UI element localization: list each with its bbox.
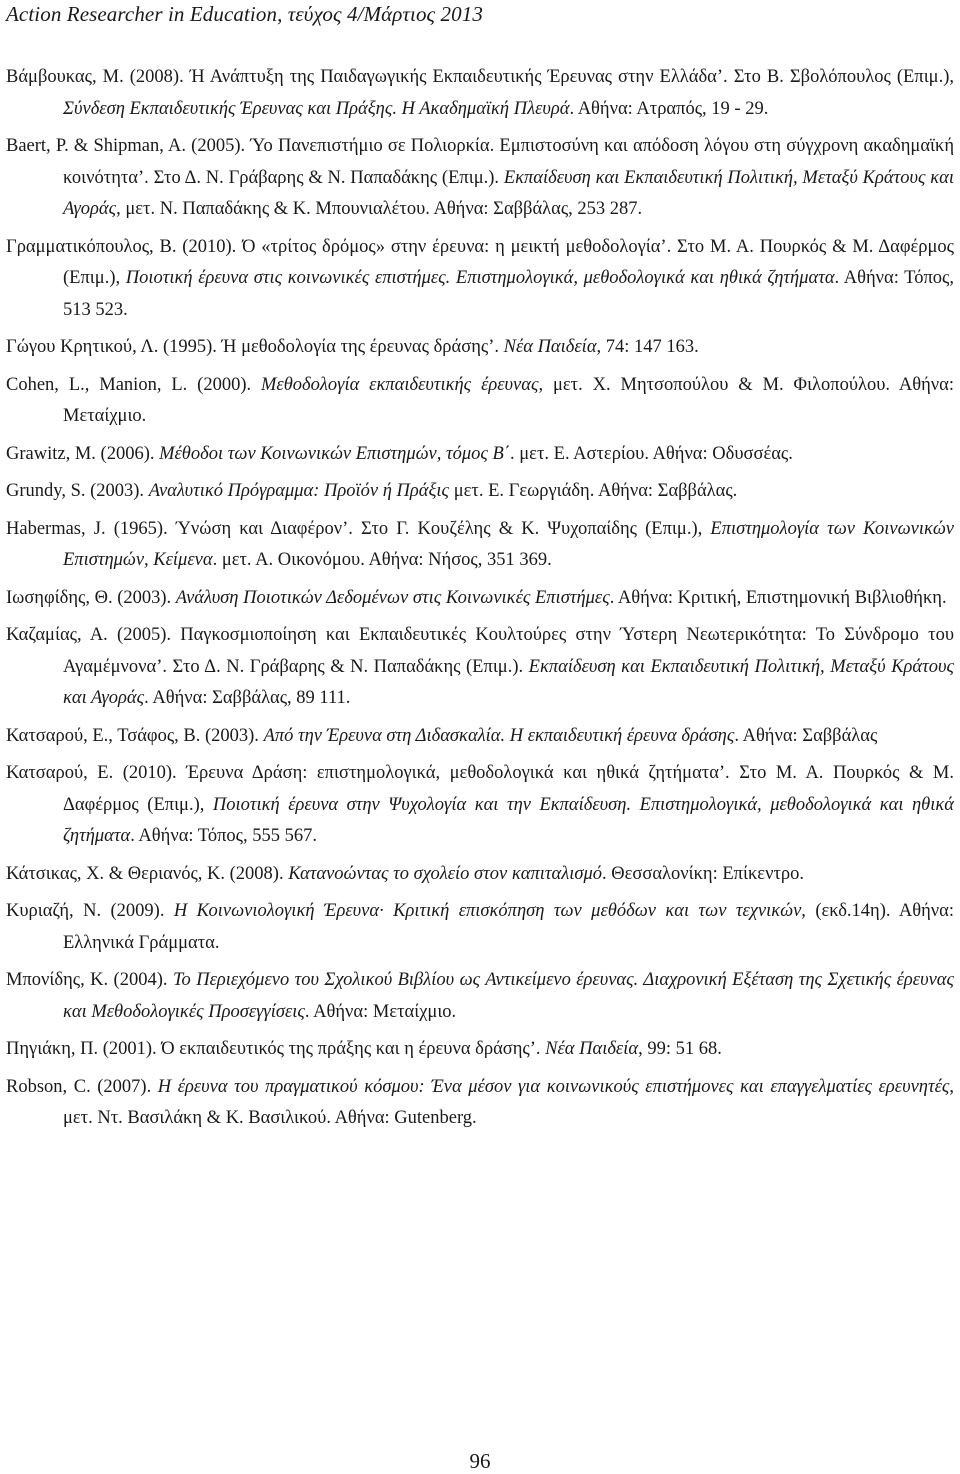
- reference-text: , 99: 51 68.: [638, 1039, 722, 1059]
- reference-title: Επιστημολογία των Κοινωνικών Επιστημών, Κείμενα: [63, 518, 954, 570]
- reference-entry: [6, 332, 954, 364]
- reference-text: , μετ. Ν. Παπαδάκης & Κ. Μπουνιαλέτου. Αθήνα: Σαββάλας, 253 287.: [116, 199, 643, 219]
- page-number: 96: [469, 1449, 491, 1473]
- reference-title: Νέα Παιδεία: [545, 1039, 639, 1059]
- reference-text: . Αθήνα: Σαββάλας, 89 111.: [144, 688, 351, 708]
- reference-title: Νέα Παιδεία: [503, 337, 597, 357]
- reference-text: Κατσαρού, Ε. (2010). Έρευνα Δράση: επιστημολογικά, μεθοδολογικά και ηθικά ζητήματα’. Στο Μ. Α. Πουρκός & Μ. Δαφέρμος (Επιμ.),: [6, 763, 954, 815]
- reference-entry: [6, 1034, 954, 1066]
- reference-title: Μέθοδοι των Κοινωνικών Επιστημών, τόμος Β΄: [159, 443, 511, 464]
- reference-text: , μετ. Χ. Μητσοπούλου & Μ. Φιλοπούλου. Αθήνα: Μεταίχμιο.: [63, 374, 954, 426]
- reference-text: Robson, C. (2007).: [6, 1076, 158, 1097]
- reference-text: Βάμβουκας, Μ. (2008). Ή Ανάπτυξη της Παιδαγωγικής Εκπαιδευτικής Έρευνας στην Ελλάδα’. Στο Β. Σβολόπουλος (Επιμ.),: [6, 67, 954, 87]
- reference-text: Habermas, J. (1965). Ύνώση και Διαφέρον’. Στο Γ. Κουζέλης & Κ. Ψυχοπαίδης (Επιμ.),: [6, 518, 711, 539]
- reference-text: Κατσαρού, Ε., Τσάφος, Β. (2003).: [6, 725, 264, 746]
- reference-entry: [6, 721, 954, 753]
- reference-entry: [6, 476, 954, 508]
- reference-entry: [6, 370, 954, 433]
- reference-entry: [6, 859, 954, 891]
- references-list: [6, 62, 954, 1141]
- reference-title: Ανάλυση Ποιοτικών Δεδομένων στις Κοινωνικές Επιστήμες: [175, 587, 610, 608]
- reference-title: Η έρευνα του πραγματικού κόσμου: Ένα μέσον για κοινωνικούς επιστήμονες και επαγγελματίες ερευνητές: [157, 1076, 950, 1097]
- reference-text: . Αθήνα: Μεταίχμιο.: [304, 1001, 457, 1022]
- reference-title: Εκπαίδευση και Εκπαιδευτική Πολιτική, Μεταξύ Κράτους και Αγοράς: [63, 167, 954, 219]
- reference-text: . Αθήνα: Σαββάλας: [734, 725, 878, 746]
- reference-text: Grawitz, M. (2006).: [6, 443, 160, 464]
- reference-title: Αναλυτικό Πρόγραμμα: Προϊόν ή Πράξις: [148, 481, 450, 501]
- reference-entry: [6, 965, 954, 1028]
- journal-header: Action Researcher in Education, τεύχος 4/Μάρτιος 2013: [6, 2, 483, 26]
- reference-title: Από την Έρευνα στη Διδασκαλία. Η εκπαιδευτική έρευνα δράσης: [263, 725, 735, 746]
- reference-entry: [6, 758, 954, 853]
- reference-entry: [6, 1072, 954, 1135]
- reference-text: . Αθήνα: Τόπος, 513 523.: [63, 268, 954, 320]
- reference-text: Γραμματικόπουλος, Β. (2010). Ό «τρίτος δρόμος» στην έρευνα: η μεικτή μεθοδολογία’. Στο Μ. Α. Πουρκός & Μ. Δαφέρμος (Επιμ.),: [6, 236, 954, 288]
- reference-title: Εκπαίδευση και Εκπαιδευτική Πολιτική, Μεταξύ Κράτους και Αγοράς: [63, 656, 954, 708]
- reference-title: Μεθοδολογία εκπαιδευτικής έρευνας: [261, 374, 539, 395]
- reference-text: Γώγου Κρητικού, Λ. (1995). Ή μεθοδολογία της έρευνας δράσης’.: [6, 337, 504, 357]
- reference-entry: [6, 131, 954, 226]
- reference-entry: [6, 896, 954, 959]
- reference-text: Κυριαζή, Ν. (2009).: [6, 901, 174, 921]
- reference-entry: [6, 514, 954, 577]
- reference-text: Cohen, L., Manion, L. (2000).: [6, 374, 261, 395]
- reference-title: Ποιοτική έρευνα στην Ψυχολογία και την Εκπαίδευση. Επιστημολογικά, μεθοδολογικά και ηθικά ζητήματα: [63, 794, 954, 846]
- reference-text: , 74: 147 163.: [596, 337, 699, 357]
- reference-text: . μετ. Ε. Αστερίου. Αθήνα: Οδυσσέας.: [510, 443, 793, 464]
- reference-text: . Αθήνα: Κριτική, Επιστημονική Βιβλιοθήκη.: [609, 587, 947, 608]
- reference-title: Σύνδεση Εκπαιδευτικής Έρευνας και Πράξης. Η Ακαδημαϊκή Πλευρά: [63, 98, 570, 119]
- reference-text: μετ. Ε. Γεωργιάδη. Αθήνα: Σαββάλας.: [449, 481, 738, 501]
- reference-title: Ποιοτική έρευνα στις κοινωνικές επιστήμες. Επιστημολογικά, μεθοδολογικά και ηθικά ζητήματα: [125, 268, 835, 288]
- reference-text: Καζαμίας, Α. (2005). Παγκοσμιοποίηση και Εκπαιδευτικές Κουλτούρες στην Ύστερη Νεωτερικότητα: Το Σύνδρομο του Αγαμέμνονα’. Στο Δ. Ν. Γράβαρης & Ν. Παπαδάκης (Επιμ.).: [6, 625, 954, 677]
- reference-text: Κάτσικας, Χ. & Θεριανός, Κ. (2008).: [6, 863, 289, 884]
- reference-entry: [6, 62, 954, 125]
- reference-text: , μετ. Ντ. Βασιλάκη & Κ. Βασιλικού. Αθήνα: Gutenberg.: [63, 1076, 955, 1128]
- reference-entry: [6, 620, 954, 715]
- reference-title: Το Περιεχόμενο του Σχολικού Βιβλίου ως Αντικείμενο έρευνας. Διαχρονική Εξέταση της Σχετικής έρευνας και Μεθοδολογικές Προσεγγίσεις: [63, 970, 955, 1022]
- reference-entry: [6, 583, 954, 615]
- reference-title: Η Κοινωνιολογική Έρευνα· Κριτική επισκόπηση των μεθόδων και των τεχνικών: [173, 901, 802, 921]
- reference-entry: [6, 232, 954, 327]
- reference-text: . μετ. Α. Οικονόμου. Αθήνα: Νήσος, 351 369.: [212, 550, 552, 570]
- reference-text: . Θεσσαλονίκη: Επίκεντρο.: [602, 863, 804, 884]
- reference-text: Baert, P. & Shipman, A. (2005). Ύο Πανεπιστήμιο σε Πολιορκία. Εμπιστοσύνη και απόδοση λόγου στη σύγχρονη ακαδημαϊκή κοινότητα’. Στο Δ. Ν. Γράβαρης & Ν. Παπαδάκης (Επιμ.).: [6, 136, 954, 188]
- reference-text: Μπονίδης, Κ. (2004).: [6, 970, 173, 990]
- reference-text: , (εκδ.14η). Αθήνα: Ελληνικά Γράμματα.: [63, 901, 954, 953]
- reference-text: . Αθήνα: Ατραπός, 19 - 29.: [569, 98, 769, 119]
- reference-title: Κατανοώντας το σχολείο στον καπιταλισμό: [288, 863, 603, 884]
- reference-text: . Αθήνα: Τόπος, 555 567.: [130, 826, 318, 846]
- reference-entry: [6, 439, 954, 471]
- reference-text: Πηγιάκη, Π. (2001). Ό εκπαιδευτικός της πράξης και η έρευνα δράσης’.: [6, 1039, 546, 1059]
- reference-text: Ιωσηφίδης, Θ. (2003).: [6, 587, 176, 608]
- reference-text: Grundy, S. (2003).: [6, 481, 149, 501]
